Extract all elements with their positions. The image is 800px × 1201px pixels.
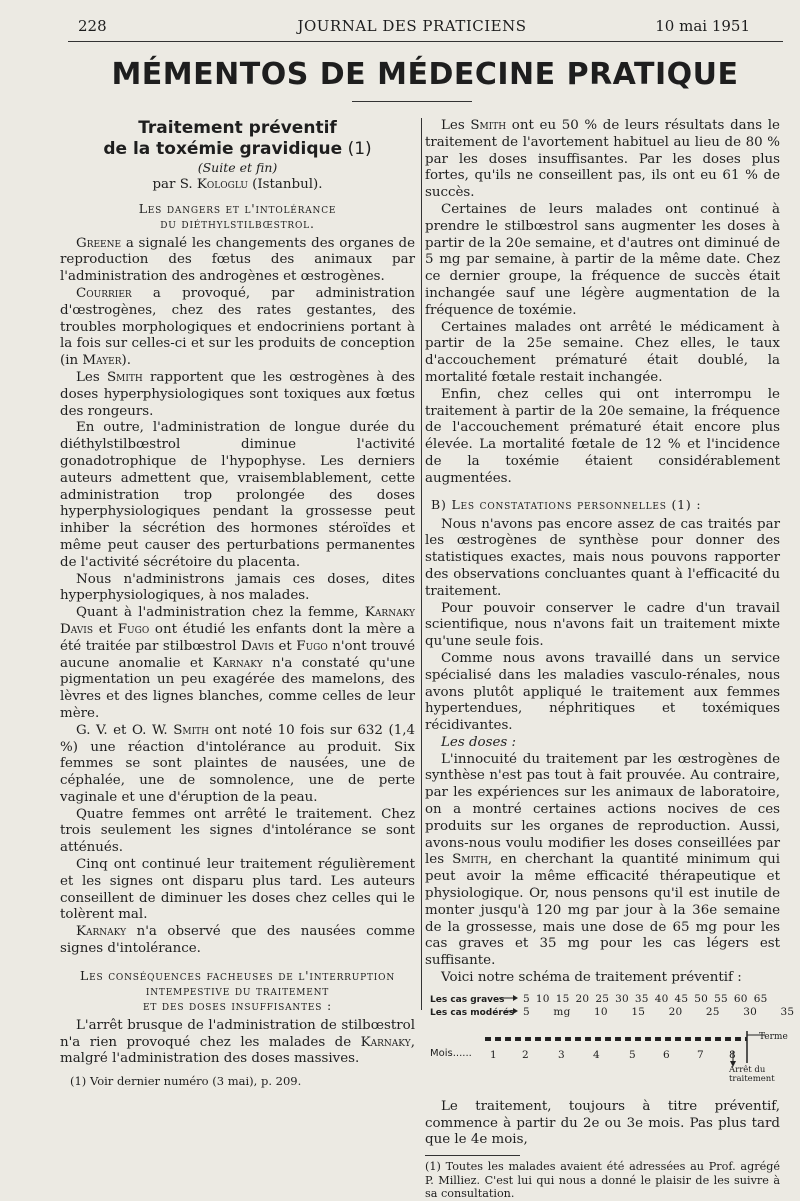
heading-line: du diéthylstilbœstrol. (160, 215, 315, 231)
mois-label: Mois...... (430, 1047, 472, 1059)
term-label: Terme (759, 1031, 788, 1042)
heading-line: intempestive du traitement (145, 982, 330, 998)
paragraph: Certaines de leurs malades ont continué à prendre le stilbœstrol sans augmenter les doses à partir de la 20e semaine, et d'autres ont diminué de 5 mg par semaine, à partir de la même date. Chez ce dernier groupe, la fréquence de succès était inchangée sauf une légère augmentation de la fréquence de toxémie. (425, 201, 780, 318)
paragraph-text: n'ont trouvé aucune anomalie et (60, 638, 416, 671)
byline (60, 177, 415, 194)
paragraph: Le traitement, toujours à titre préventif, commence à partir du 2e ou 3e mois. Pas plus tard que le 4e mois, (425, 1098, 780, 1148)
issue-date: 10 mai 1951 (655, 17, 750, 35)
doses-graves: 5 10 15 20 25 30 35 40 45 50 55 60 65 (523, 992, 768, 1005)
label-cas-moderes: Les cas modérés (430, 1007, 515, 1018)
paragraph-text: a provoqué, par administration d'œstrogènes, chez des rates gestantes, des troubles morphologiques et endocriniens portant à la fois sur celles-ci et sur les produits de conception (in (60, 285, 415, 369)
author-ref: Smith (106, 369, 143, 385)
footnote-rule (425, 1155, 520, 1156)
paragraph (60, 723, 415, 807)
paragraph: Nous n'administrons jamais ces doses, dites hyperphysiologiques, à nos malades. (60, 571, 415, 604)
arret-label (729, 1066, 775, 1085)
paragraph (60, 605, 415, 723)
article-subtitle: (Suite et fin) (197, 160, 278, 175)
doses-heading: Les doses : (441, 734, 517, 750)
right-column (425, 118, 795, 1201)
heading-line: Les constatations personnelles (451, 496, 667, 512)
paragraph-text: et (274, 638, 297, 654)
paragraph-text: ). (121, 353, 132, 369)
journal-title: JOURNAL DES PRATICIENS (297, 17, 527, 35)
month-number: 3 (558, 1048, 565, 1061)
month-number: 8 (729, 1048, 736, 1061)
author-ref: Karnaky (360, 1034, 411, 1050)
paragraph-text: ont noté 10 fois sur 632 (1,4 %) une réaction d'intolérance au produit. Six femmes se sont plaintes de nausées, une de céphalée, une de somnolence, une de perte vaginale et une d'éruption de la peau. (60, 722, 415, 805)
author-ref: Karnaky (76, 924, 127, 940)
paragraph: Certaines malades ont arrêté le médicament à partir de la 25e semaine. Chez elles, le taux d'accouchement prématuré était doublé, la mortalité fœtale restait inchangée. (425, 319, 780, 385)
author-ref: Davis (241, 638, 275, 654)
month-number: 6 (663, 1048, 670, 1061)
section-heading-dangers (60, 201, 415, 231)
month-number: 4 (593, 1048, 600, 1061)
heading-prefix: B) (431, 496, 452, 512)
section-title: MÉMENTOS DE MÉDECINE PRATIQUE (111, 57, 739, 92)
author-name: Kologlu (196, 176, 248, 192)
arrow-head (513, 995, 518, 1001)
page-number: 228 (78, 17, 107, 35)
paragraph: Voici notre schéma de traitement préventif : (441, 970, 742, 986)
author-ref: Fugo (117, 621, 150, 637)
doses-moderes: 5 mg 10 15 20 25 30 35 (523, 1005, 795, 1018)
paragraph-text: G. V. et O. W. (76, 722, 174, 738)
paragraph: Enfin, chez celles qui ont interrompu le traitement à partir de la 20e semaine, la fréquence de l'accouchement prématuré était encore plus élevée. La mortalité fœtale de 12 % et l'incidence de la toxémie étaient considérablement augmentées. (425, 386, 780, 486)
treatment-scheme (425, 991, 795, 1093)
paragraph (425, 752, 780, 970)
byline-prefix: par S. (152, 176, 197, 192)
paragraph: Comme nous avons travaillé dans un service spécialisé dans les maladies vasculo-rénales, nous avons plutôt appliqué le traitement aux femmes hypertendues, néphritiques et toxémiques récidivantes. (425, 650, 780, 734)
author-ref: Davis (60, 621, 94, 637)
paragraph-text: ont eu 50 % de leurs résultats dans le traitement de l'avortement habituel au lieu de 80 % par les doses insuffisantes. Par les doses plus fortes, qu'ils ne conseillent pas, ils ont eu 61 % de succès. (425, 118, 780, 201)
paragraph: Nous n'avons pas encore assez de cas traités par les œstrogènes de synthèse pour donner des statistiques exactes, mais nous pouvons rapporter des observations concluantes quant à l'efficacité du traitement. (425, 516, 780, 599)
heading-line: Les dangers et l'intolérance (138, 200, 337, 216)
paragraph-text: n'a observé que des nausées comme signes d'intolérance. (60, 924, 415, 957)
paragraph (60, 236, 415, 286)
paragraph: Quatre femmes ont arrêté le traitement. Chez trois seulement les signes d'intolérance se sont atténués. (60, 806, 415, 856)
label-cas-graves: Les cas graves (430, 994, 505, 1005)
month-number: 7 (697, 1048, 704, 1061)
month-number: 2 (522, 1048, 529, 1061)
article-title-ref: (1) (342, 139, 372, 159)
paragraph (60, 286, 415, 370)
arret-line1: Arrêt du (729, 1064, 766, 1075)
author-ref: Fugo (296, 638, 328, 654)
article-title-line2: de la toxémie gravidique (103, 139, 343, 159)
author-ref: Karnaky (212, 655, 263, 671)
paragraph (60, 1018, 415, 1068)
paragraph-text: a signalé les changements des organes de reproduction des fœtus des animaux par l'administration des androgènes et œstrogènes. (60, 235, 415, 285)
author-ref: Karnaky (364, 605, 415, 621)
footnote-right: (1) Toutes les malades avaient été adressées au Prof. agrégé P. Milliez. C'est lui qui nous a donné le plaisir de les suivre à sa consultation. (425, 1160, 780, 1201)
paragraph-text: L'innocuité du traitement par les œstrogènes de synthèse n'est pas tout à fait prouvée. Au contraire, par les expériences sur les animaux de laboratoire, on a montré certaines actions nocives de ces produits sur les organes de reproduction. Aussi, avons-nous voulu modifier les doses conseillées par les (425, 751, 780, 868)
article-title (60, 118, 415, 160)
paragraph (60, 924, 415, 958)
paragraph-text: Quant à l'administration chez la femme, (76, 605, 365, 621)
paragraph: En outre, l'administration de longue durée du diéthylstilbœstrol diminue l'activité gonadotrophique de l'hypophyse. Les derniers auteurs admettent que, vraisemblablement, cette administration trop prolongée des doses hyperphysiologiques pendant la grossesse peut inhiber la sécrétion des hormones stéroïdes et même peut causer des perturbations permanentes de l'activité sécrétoire du placenta. (60, 420, 415, 570)
paragraph-text: n'a constaté qu'une pigmentation un peu exagérée des mamelons, des lèvres et des lignes blanches, comme celles de leur mère. (60, 655, 415, 721)
month-number: 5 (629, 1048, 636, 1061)
author-ref: Smith (173, 722, 209, 738)
paragraph-text: , en cherchant la quantité minimum qui peut avoir la même efficacité thérapeutique et physiologique. Or, nous pensons qu'il est inutile de monter jusqu'à 120 mg par jour à la 36e semaine de la grossesse, mais une dose de 65 mg pour les cas graves et 35 mg pour les cas légers est suffisante. (425, 852, 780, 969)
running-header (74, 17, 750, 39)
paragraph-text: Les (441, 118, 471, 133)
column-divider (421, 118, 422, 1010)
heading-line: Les conséquences facheuses de l'interruption (80, 967, 395, 983)
paragraph-text: , malgré l'administration des doses massives. (60, 1034, 415, 1067)
paragraph: Pour pouvoir conserver le cadre d'un travail scientifique, nous n'avons fait un traitement mixte qu'une seule fois. (425, 600, 780, 650)
footnote-left: (1) Voir dernier numéro (3 mai), p. 209. (70, 1074, 302, 1089)
paragraph-text: ont étudié les enfants dont la mère a été traitée par stilbœstrol (60, 621, 416, 654)
section-heading-consequences (60, 968, 415, 1013)
author-ref: Smith (470, 118, 507, 133)
title-rule (352, 101, 472, 102)
paragraph-text: Les (76, 369, 107, 385)
author-ref: Courrier (76, 285, 132, 301)
heading-suffix: (1) : (666, 496, 702, 512)
paragraph (60, 370, 415, 420)
author-ref: Greene (76, 235, 122, 251)
paragraph-text: et (93, 621, 118, 637)
author-place: (Istanbul). (247, 176, 323, 192)
author-ref: Smith (452, 852, 488, 868)
paragraph-text: L'arrêt brusque de l'administration de stilbœstrol n'a rien provoqué chez les malades de (60, 1017, 415, 1050)
month-number: 1 (490, 1048, 497, 1061)
header-rule (68, 41, 783, 42)
left-column (60, 118, 415, 1088)
article-title-line1: Traitement préventif (138, 118, 337, 138)
author-ref: Mayer (82, 353, 122, 369)
paragraph-text: rapportent que les œstrogènes à des doses hyperphysiologiques sont toxiques aux fœtus des rongeurs. (60, 369, 416, 419)
arret-line2: traitement (729, 1074, 775, 1085)
paragraph: Cinq ont continué leur traitement régulièrement et les signes ont disparu plus tard. Les auteurs conseillent de diminuer les doses chez celles qui le tolèrent mal. (60, 857, 415, 923)
heading-line: et des doses insuffisantes : (142, 997, 333, 1013)
section-heading-personal (431, 497, 780, 512)
paragraph (425, 118, 780, 202)
